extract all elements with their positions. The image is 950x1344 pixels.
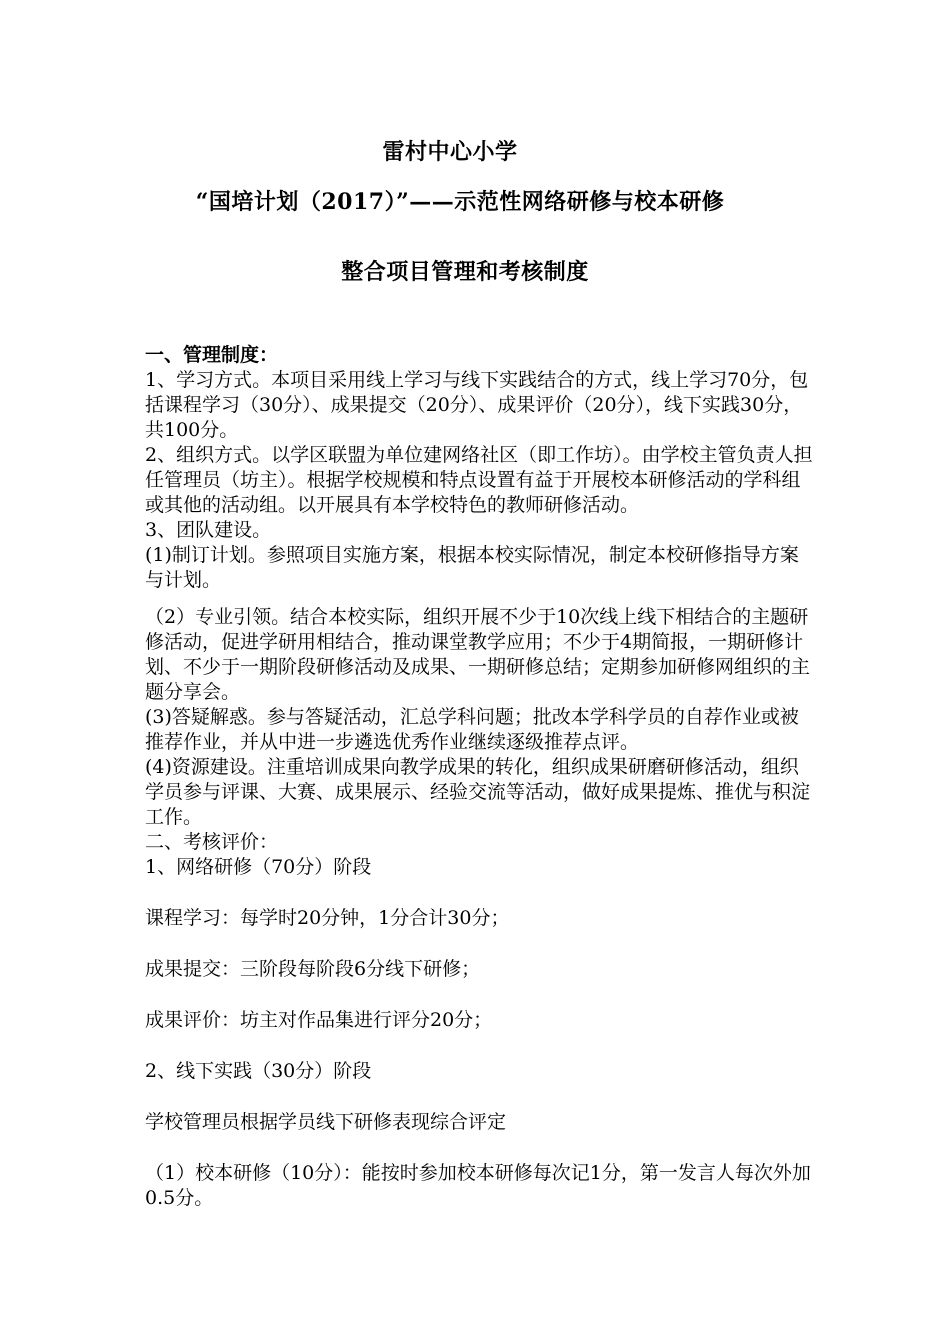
paragraph-professional-guidance: （2）专业引领。结合本校实际，组织开展不少于10次线上线下相结合的主题研修活动，促进学研用相结合，推动课堂教学应用；不少于4期简报，一期研修计划、不少于一期阶段研修活动及成果、一期研修总结；定期参加研修网组织的主题分享会。 [145, 606, 811, 703]
paragraph-resources: (4)资源建设。注重培训成果向教学成果的转化，组织成果研磨研修活动，组织学员参与评课、大赛、成果展示、经验交流等活动，做好成果提炼、推优与积淀工作。 [145, 756, 811, 828]
paragraph-school-research: （1）校本研修（10分）：能按时参加校本研修每次记1分，第一发言人每次外加0.5分。 [145, 1162, 811, 1209]
paragraph-offline-stage: 2、线下实践（30分）阶段 [145, 1060, 372, 1082]
paragraph-course-study: 课程学习：每学时20分钟，1分合计30分； [145, 907, 510, 929]
paragraph-evaluation: 成果评价：坊主对作品集进行评分20分； [145, 1009, 493, 1031]
assessment-heading: 二、考核评价： [145, 831, 279, 853]
document-title: 整合项目管理和考核制度 [341, 259, 589, 285]
paragraph-qa: (3)答疑解惑。参与答疑活动，汇总学科问题；批改本学科学员的自荐作业或被推荐作业，并从中进一步遴选优秀作业继续逐级推荐点评。 [145, 706, 799, 753]
paragraph-learning-mode: 1、学习方式。本项目采用线上学习与线下实践结合的方式，线上学习70分，包括课程学习（30分）、成果提交（20分）、成果评价（20分），线下实践30分，共100分。 [145, 369, 809, 441]
paragraph-submission: 成果提交：三阶段每阶段6分线下研修； [145, 958, 481, 980]
paragraph-admin-assessment: 学校管理员根据学员线下研修表现综合评定 [145, 1111, 507, 1133]
management-heading: 一、管理制度： [145, 344, 279, 366]
school-name: 雷村中心小学 [382, 139, 518, 165]
paragraph-online-stage: 1、网络研修（70分）阶段 [145, 856, 372, 878]
project-title: “国培计划（2017）”——示范性网络研修与校本研修 [195, 189, 725, 215]
paragraph-team-building: 3、团队建设。 [145, 519, 272, 541]
document-body [145, 343, 815, 1211]
paragraph-organization: 2、组织方式。以学区联盟为单位建网络社区（即工作坊）。由学校主管负责人担任管理员（坊主）。根据学校规模和特点设置有益于开展校本研修活动的学科组或其他的活动组。以开展具有本学校特色的教师研修活动。 [145, 444, 813, 516]
paragraph-plan: (1)制订计划。参照项目实施方案，根据本校实际情况，制定本校研修指导方案与计划。 [145, 544, 799, 591]
